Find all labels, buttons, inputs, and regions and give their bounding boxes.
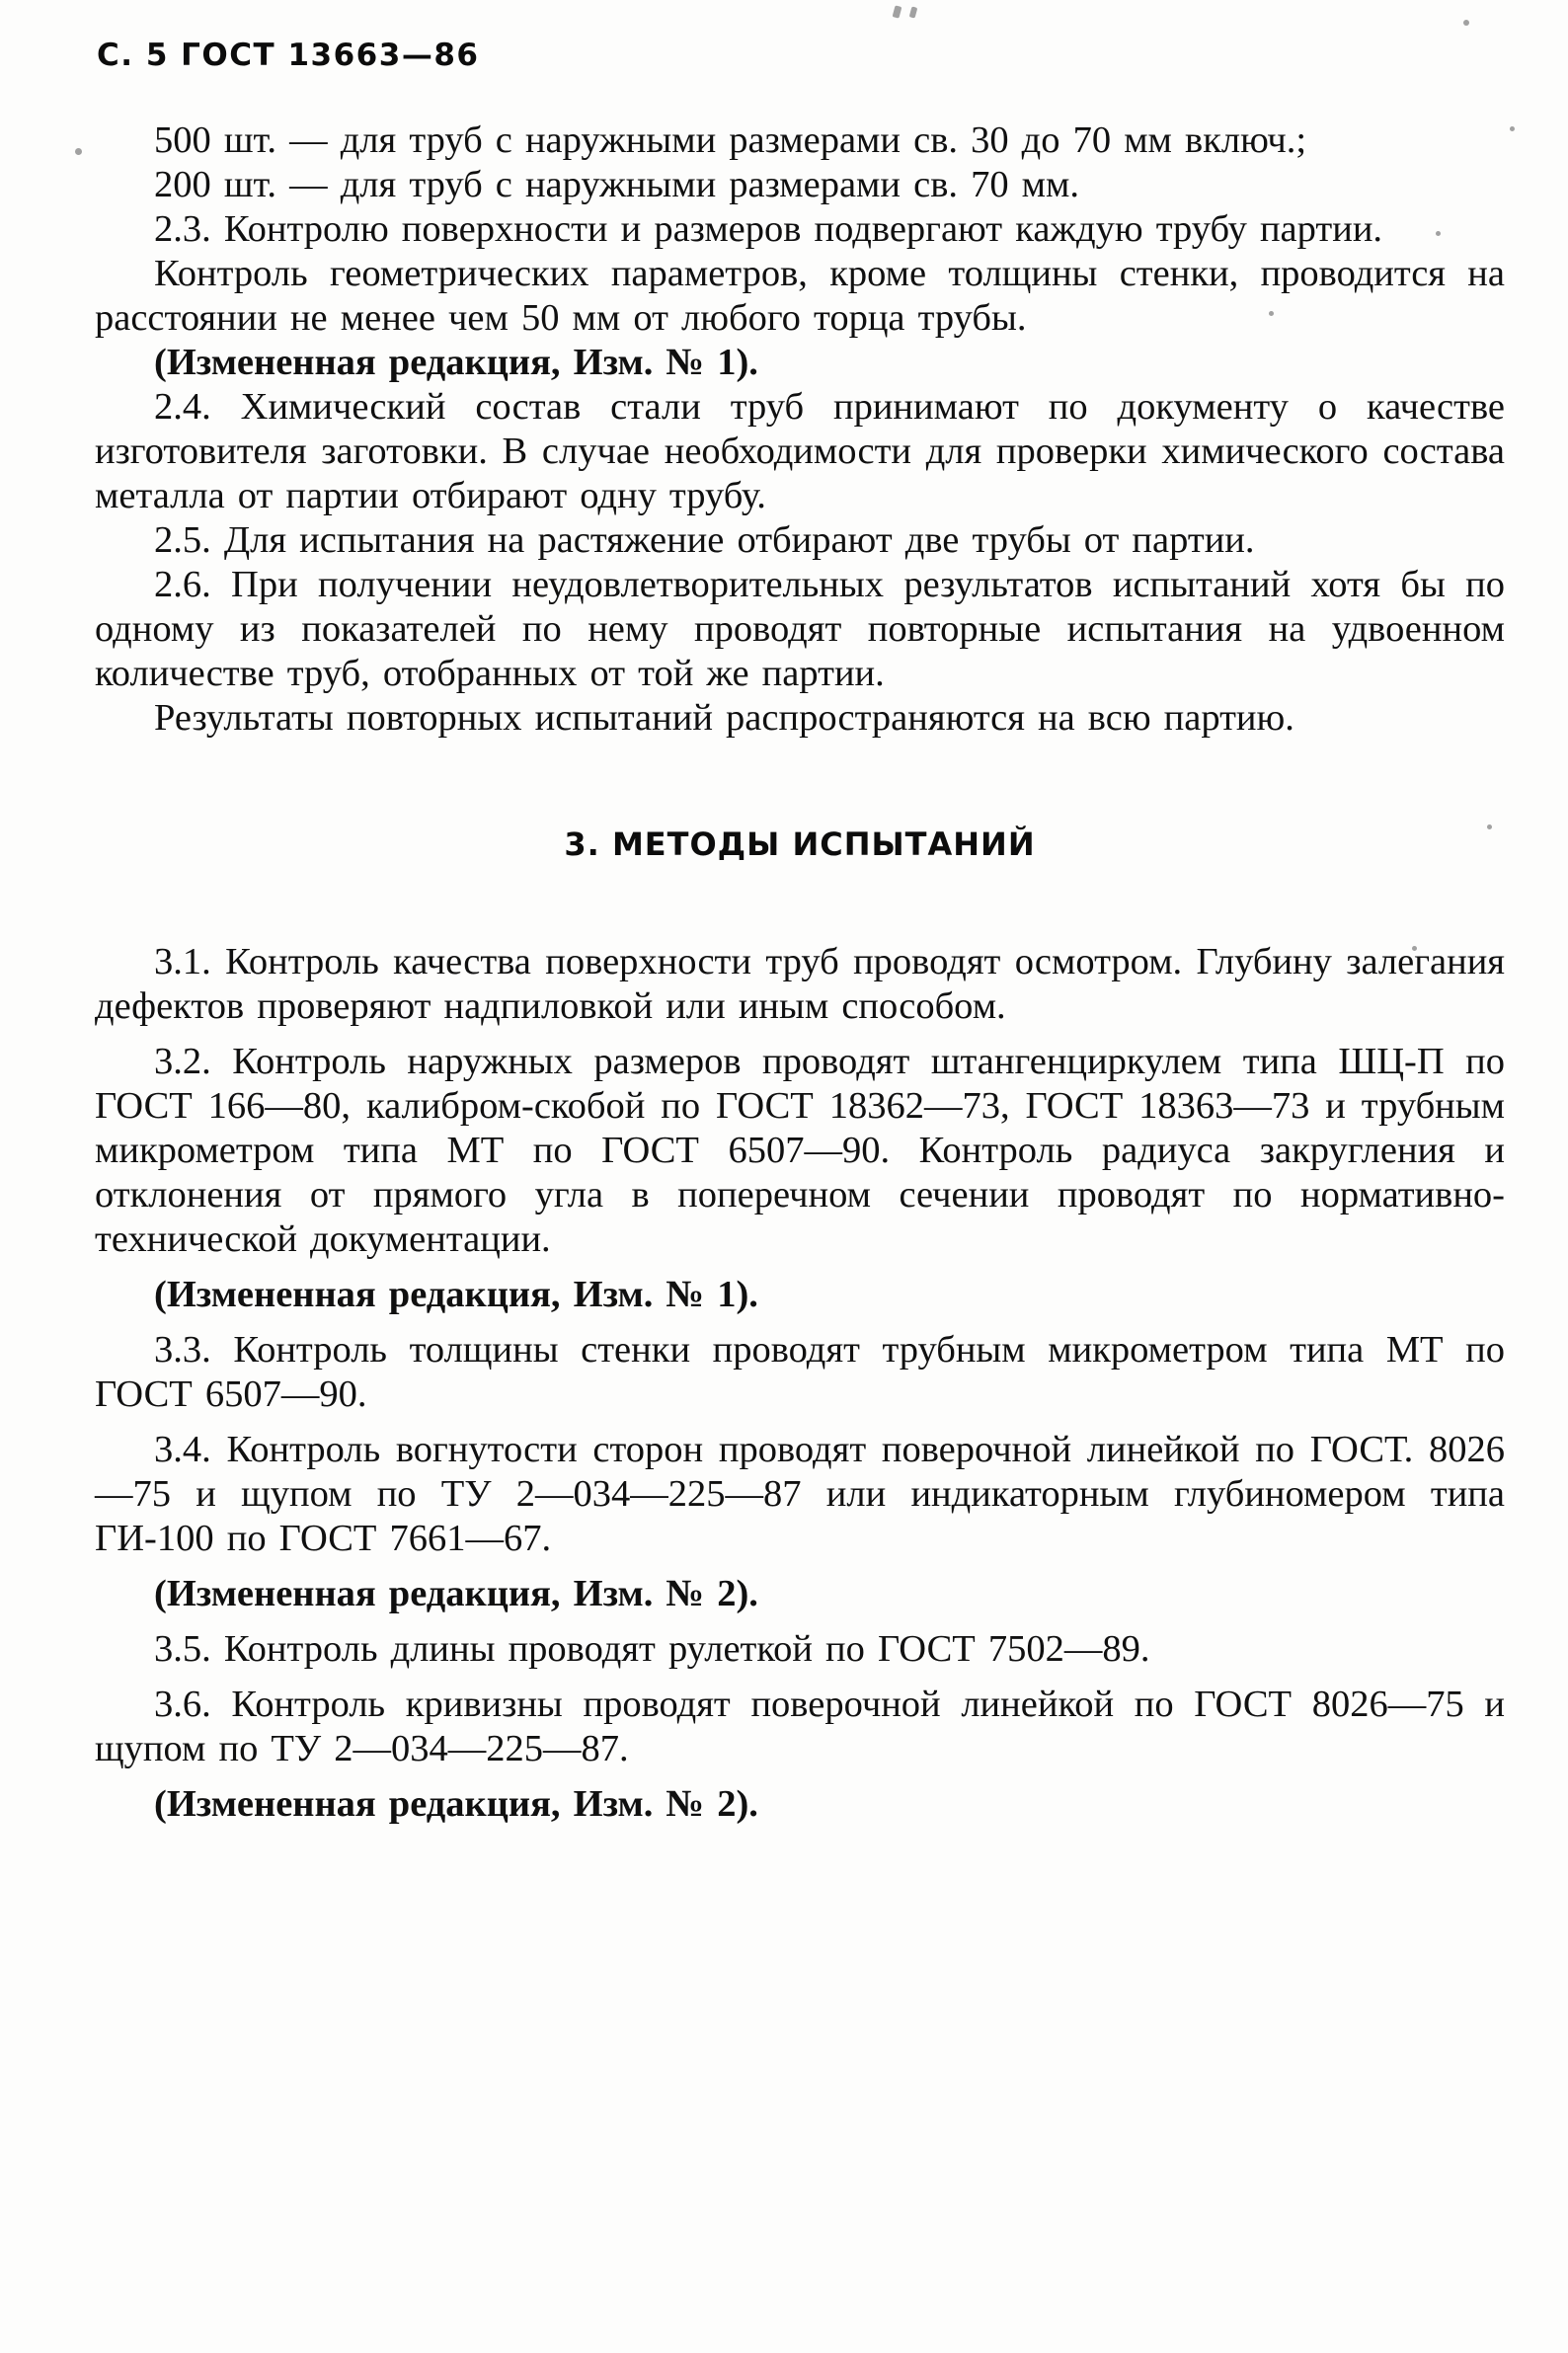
amendment-note-izm-1-section3: (Измененная редакция, Изм. № 1). [154,1274,758,1315]
clause-3-6: 3.6. Контроль кривизны проводят поверочной линейкой по ГОСТ 8026—75 и щупом по ТУ 2—034—225—87. [95,1684,1505,1769]
scan-artifact [909,6,918,18]
scan-artifact [893,5,902,18]
list-item-200-pcs: 200 шт. — для труб с наружными размерами св. 70 мм. [154,164,1080,205]
clause-2-4: 2.4. Химический состав стали труб принимают по документу о качестве изготовителя заготовки. В случае необходимости для проверки химического состава металла от партии отбирают одну трубу. [95,386,1505,516]
amendment-note-izm-2: (Измененная редакция, Изм. № 2). [154,1573,758,1614]
clause-3-3: 3.3. Контроль толщины стенки проводят трубным микрометром типа МТ по ГОСТ 6507—90. [95,1329,1505,1415]
clause-2-3: 2.3. Контролю поверхности и размеров подвергают каждую трубу партии. [154,208,1383,250]
clause-3-1: 3.1. Контроль качества поверхности труб проводят осмотром. Глубину залегания дефектов проверяют надпиловкой или иным способом. [95,941,1505,1027]
document-body [95,118,1505,1827]
amendment-note-izm-1: (Измененная редакция, Изм. № 1). [154,342,758,383]
clause-2-6-continuation: Результаты повторных испытаний распространяются на всю партию. [154,697,1294,739]
clause-2-5: 2.5. Для испытания на растяжение отбирают две трубы от партии. [154,519,1255,561]
clause-3-4: 3.4. Контроль вогнутости сторон проводят поверочной линейкой по ГОСТ. 8026—75 и щупом по ТУ 2—034—225—87 или индикаторным глубиномером типа ГИ-100 по ГОСТ 7661—67. [95,1429,1505,1559]
section-3-heading: 3. МЕТОДЫ ИСПЫТАНИЙ [564,825,1036,863]
clause-2-3-continuation: Контроль геометрических параметров, кроме толщины стенки, проводится на расстоянии не менее чем 50 мм от любого торца трубы. [95,253,1505,339]
list-item-500-pcs: 500 шт. — для труб с наружными размерами св. 30 до 70 мм включ.; [154,119,1307,161]
scan-artifact [1510,126,1515,131]
scan-artifact [75,148,82,155]
clause-3-2: 3.2. Контроль наружных размеров проводят штангенциркулем типа ШЦ-П по ГОСТ 166—80, калибром-скобой по ГОСТ 18362—73, ГОСТ 18363—73 и трубным микрометром типа МТ по ГОСТ 6507—90. Контроль радиуса закругления и отклонения от прямого угла в поперечном сечении проводят по нормативно-технической документации. [95,1041,1505,1260]
page-header-label: С. 5 ГОСТ 13663—86 [97,38,480,73]
clause-2-6: 2.6. При получении неудовлетворительных результатов испытаний хотя бы по одному из показателей по нему проводят повторные испытания на удвоенном количестве труб, отобранных от той же партии. [95,564,1505,694]
amendment-note-izm-2-final: (Измененная редакция, Изм. № 2). [154,1783,758,1825]
clause-3-5: 3.5. Контроль длины проводят рулеткой по ГОСТ 7502—89. [154,1628,1150,1670]
scan-artifact [1463,20,1469,26]
